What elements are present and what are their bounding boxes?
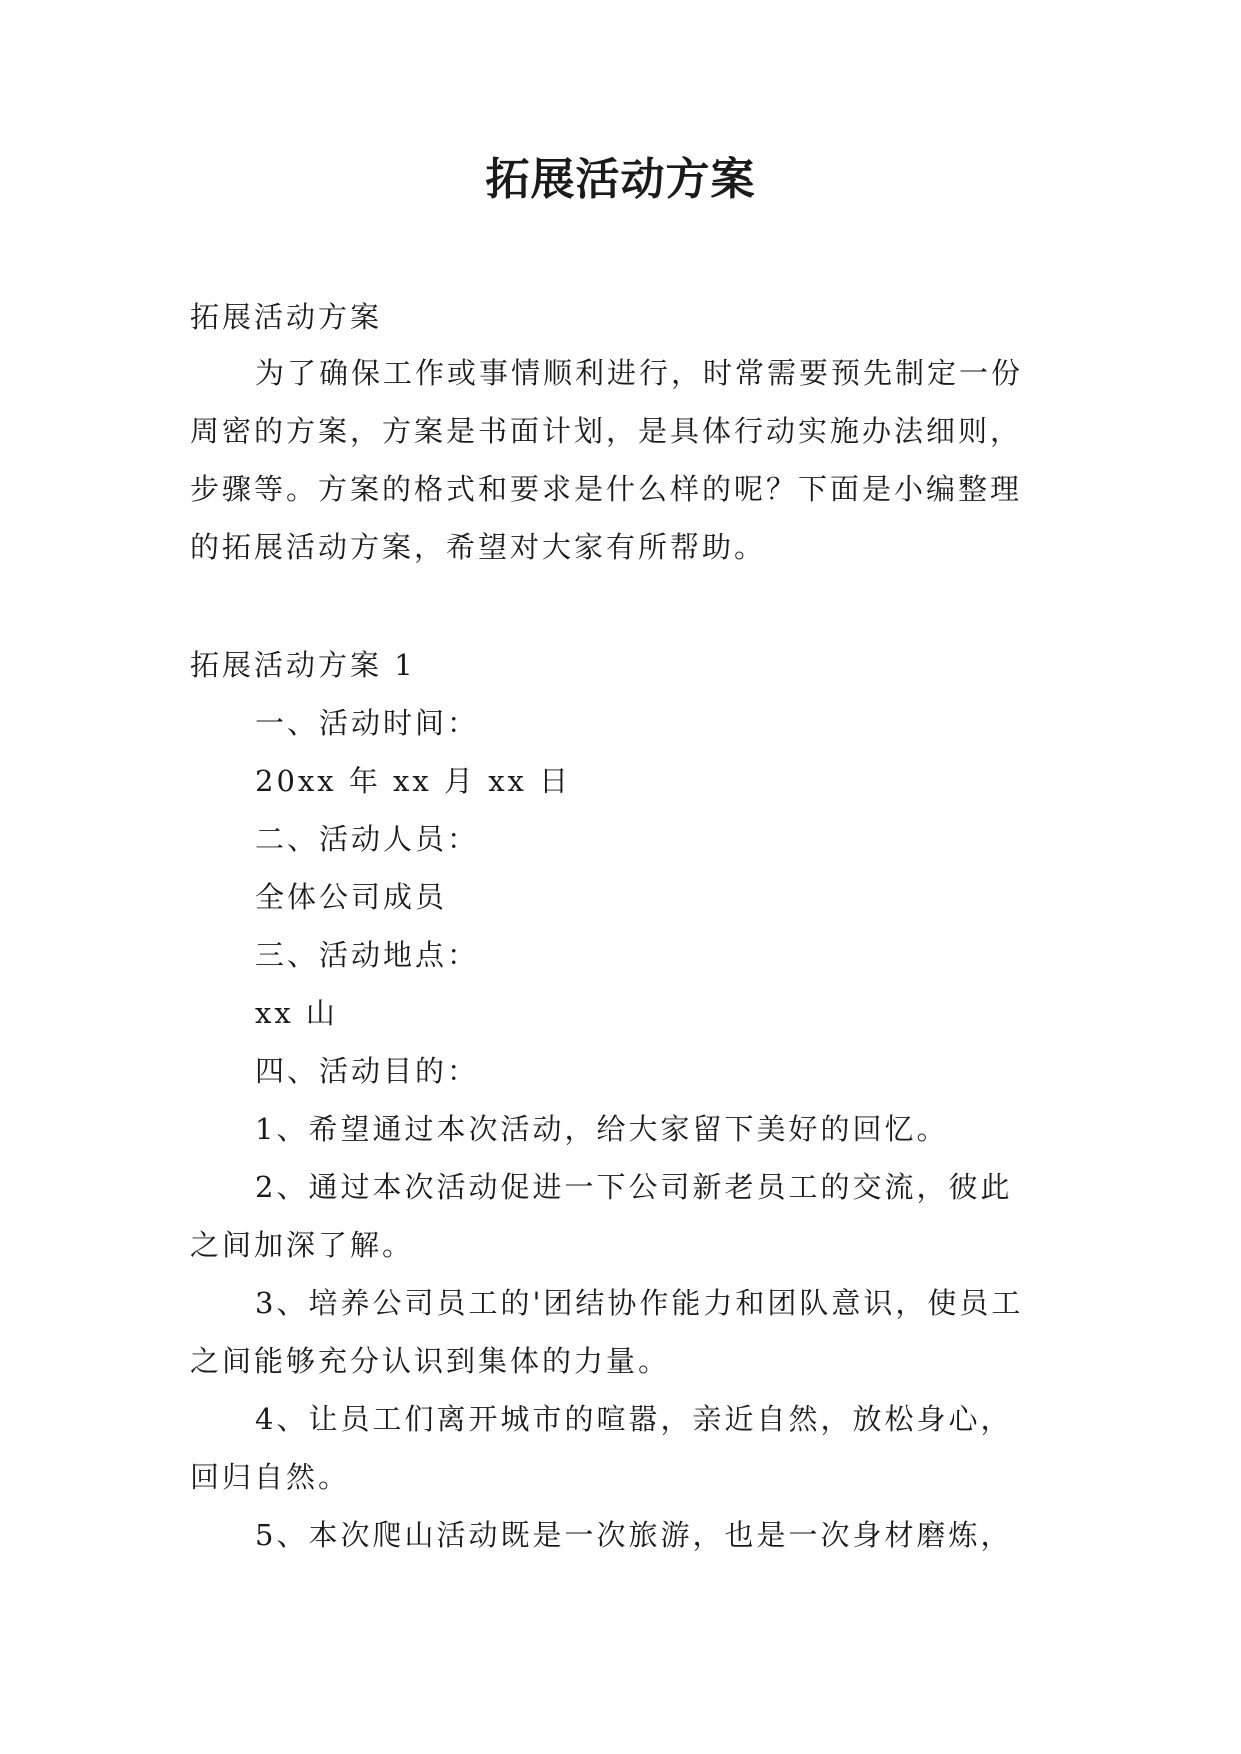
intro-paragraph-line-1: 为了确保工作或事情顺利进行，时常需要预先制定一份 [255,356,1024,390]
intro-paragraph-line-3: 步骤等。方案的格式和要求是什么样的呢？下面是小编整理 [190,472,1023,506]
section-heading-intro: 拓展活动方案 [190,300,383,334]
purpose-item-4-line-1: 4、让员工们离开城市的喧嚣，亲近自然，放松身心， [255,1402,1013,1436]
item-value-people: 全体公司成员 [255,880,448,914]
purpose-item-3-line-2: 之间能够充分认识到集体的力量。 [190,1344,671,1378]
item-value-time: 20xx 年 xx 月 xx 日 [255,764,572,798]
section-heading-plan-1: 拓展活动方案 1 [190,648,416,682]
purpose-item-2-line-1: 2、通过本次活动促进一下公司新老员工的交流，彼此 [255,1170,1013,1204]
purpose-item-2-line-2: 之间加深了解。 [190,1228,415,1262]
purpose-item-4-line-2: 回归自然。 [190,1460,351,1494]
purpose-item-5-line-1: 5、本次爬山活动既是一次旅游，也是一次身材磨炼， [255,1518,1013,1552]
item-heading-people: 二、活动人员： [255,822,480,856]
intro-paragraph-line-4: 的拓展活动方案，希望对大家有所帮助。 [190,530,767,564]
purpose-item-1: 1、希望通过本次活动，给大家留下美好的回忆。 [255,1112,949,1146]
purpose-item-3-line-1: 3、培养公司员工的'团结协作能力和团队意识，使员工 [255,1286,1024,1320]
item-heading-location: 三、活动地点： [255,938,480,972]
intro-paragraph-line-2: 周密的方案，方案是书面计划，是具体行动实施办法细则， [190,414,1023,448]
item-value-location: xx 山 [255,996,338,1030]
item-heading-purpose: 四、活动目的： [255,1054,480,1088]
item-heading-time: 一、活动时间： [255,706,480,740]
document-title: 拓展活动方案 [485,154,756,205]
